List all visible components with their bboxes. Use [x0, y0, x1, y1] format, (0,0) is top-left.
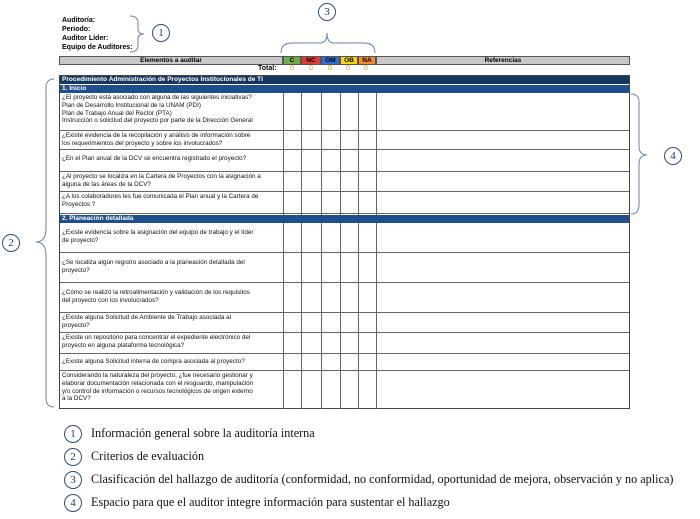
table-row — [60, 172, 629, 192]
table-row — [60, 313, 629, 333]
table-row — [60, 283, 629, 313]
total-nc: 0 — [309, 65, 313, 72]
marker-4: 4 — [664, 147, 682, 165]
table-row — [60, 253, 629, 283]
table-row — [60, 333, 629, 354]
marker-2: 2 — [2, 234, 20, 252]
total-om: 0 — [328, 65, 332, 72]
brace-3 — [280, 21, 376, 55]
field-equipo: Equipo de Auditores: — [62, 44, 133, 51]
table-row — [60, 150, 629, 172]
question-text: Considerando la naturaleza del proyecto, ¿fue necesario gestionar y elaborar documentación relacionada con el resguardo, manipulación y/o control de información o recursos tecnológicos de origen externo a la DCV? — [62, 372, 254, 403]
table-row — [60, 93, 629, 131]
question-text: ¿Al proyecto se localiza en la Cartera de Proyectos con la asignación a alguna de las áreas de la DCV? — [62, 173, 261, 188]
question-text: ¿Existe evidencia sobre la asignación del equipo de trabajo y el líder de proyecto? — [62, 229, 254, 244]
total-ob: 0 — [346, 65, 350, 72]
brace-2 — [26, 78, 56, 408]
question-text: ¿Existe alguna Solicitud de Ambiente de Trabajo asociada al proyecto? — [62, 314, 232, 329]
criteria-om: OM — [321, 56, 340, 65]
question-text: ¿Existe alguna Solicitud interna de compra asociada al proyecto? — [62, 358, 245, 365]
brace-4 — [630, 93, 660, 215]
audit-header-fields — [62, 16, 133, 52]
section-inicio: 1. Inicio — [60, 85, 629, 93]
table-row — [60, 371, 629, 408]
criteria-nc: NC — [301, 56, 321, 65]
question-text: ¿En el Plan anual de la DCV se encuentra registrado el proyecto? — [62, 155, 247, 162]
field-auditor-lider: Auditor Líder: — [62, 35, 109, 42]
marker-3: 3 — [318, 3, 336, 21]
field-periodo: Periodo: — [62, 26, 91, 33]
section-planeacion: 2. Planeación detallada — [60, 215, 629, 223]
brace-1 — [128, 15, 148, 53]
marker-1: 1 — [152, 24, 170, 42]
question-text: ¿Existe un repositorio para concentrar el expediente electrónico del proyecto en alguna plataforma tecnológica? — [62, 334, 251, 349]
audit-table — [59, 75, 630, 409]
col-referencias: Referencias — [376, 56, 630, 65]
question-text: ¿Cómo se realizó la retroalimentación y validación de los requisitos del proyecto con los involucrados? — [62, 289, 250, 304]
table-title: Procedimiento Administración de Proyectos Institucionales de TI — [60, 76, 629, 84]
total-c: 0 — [290, 65, 294, 72]
question-text: ¿Se localiza algún registro asociado a la planeación detallada del proyecto? — [62, 259, 245, 274]
total-na: 0 — [364, 65, 368, 72]
total-label: Total: — [258, 65, 277, 72]
field-auditoria: Auditoría: — [62, 17, 96, 24]
question-text: ¿El proyecto está asociado con alguna de las siguientes iniciativas? Plan de Desarrollo Institucional de la UNAM (PDI) Plan de Trabajo Anual del Rector (PTA) Instrucción o solicitud del proyecto por parte de la Dirección General — [62, 94, 253, 125]
col-elementos: Elementos a auditar — [59, 56, 283, 65]
table-row — [60, 131, 629, 150]
criteria-na: NA — [358, 56, 376, 65]
table-row — [60, 223, 629, 253]
table-row — [60, 192, 629, 214]
criteria-c: C — [283, 56, 301, 65]
question-text: ¿Existe evidencia de la recopilación y análisis de información sobre los requerimientos del proyecto y sobre los involucrados? — [62, 132, 251, 147]
table-row — [60, 354, 629, 371]
criteria-ob: OB — [340, 56, 358, 65]
question-text: ¿A los colaboradores les fue comunicada el Plan anual y la Cartera de Proyectos ? — [62, 193, 259, 208]
